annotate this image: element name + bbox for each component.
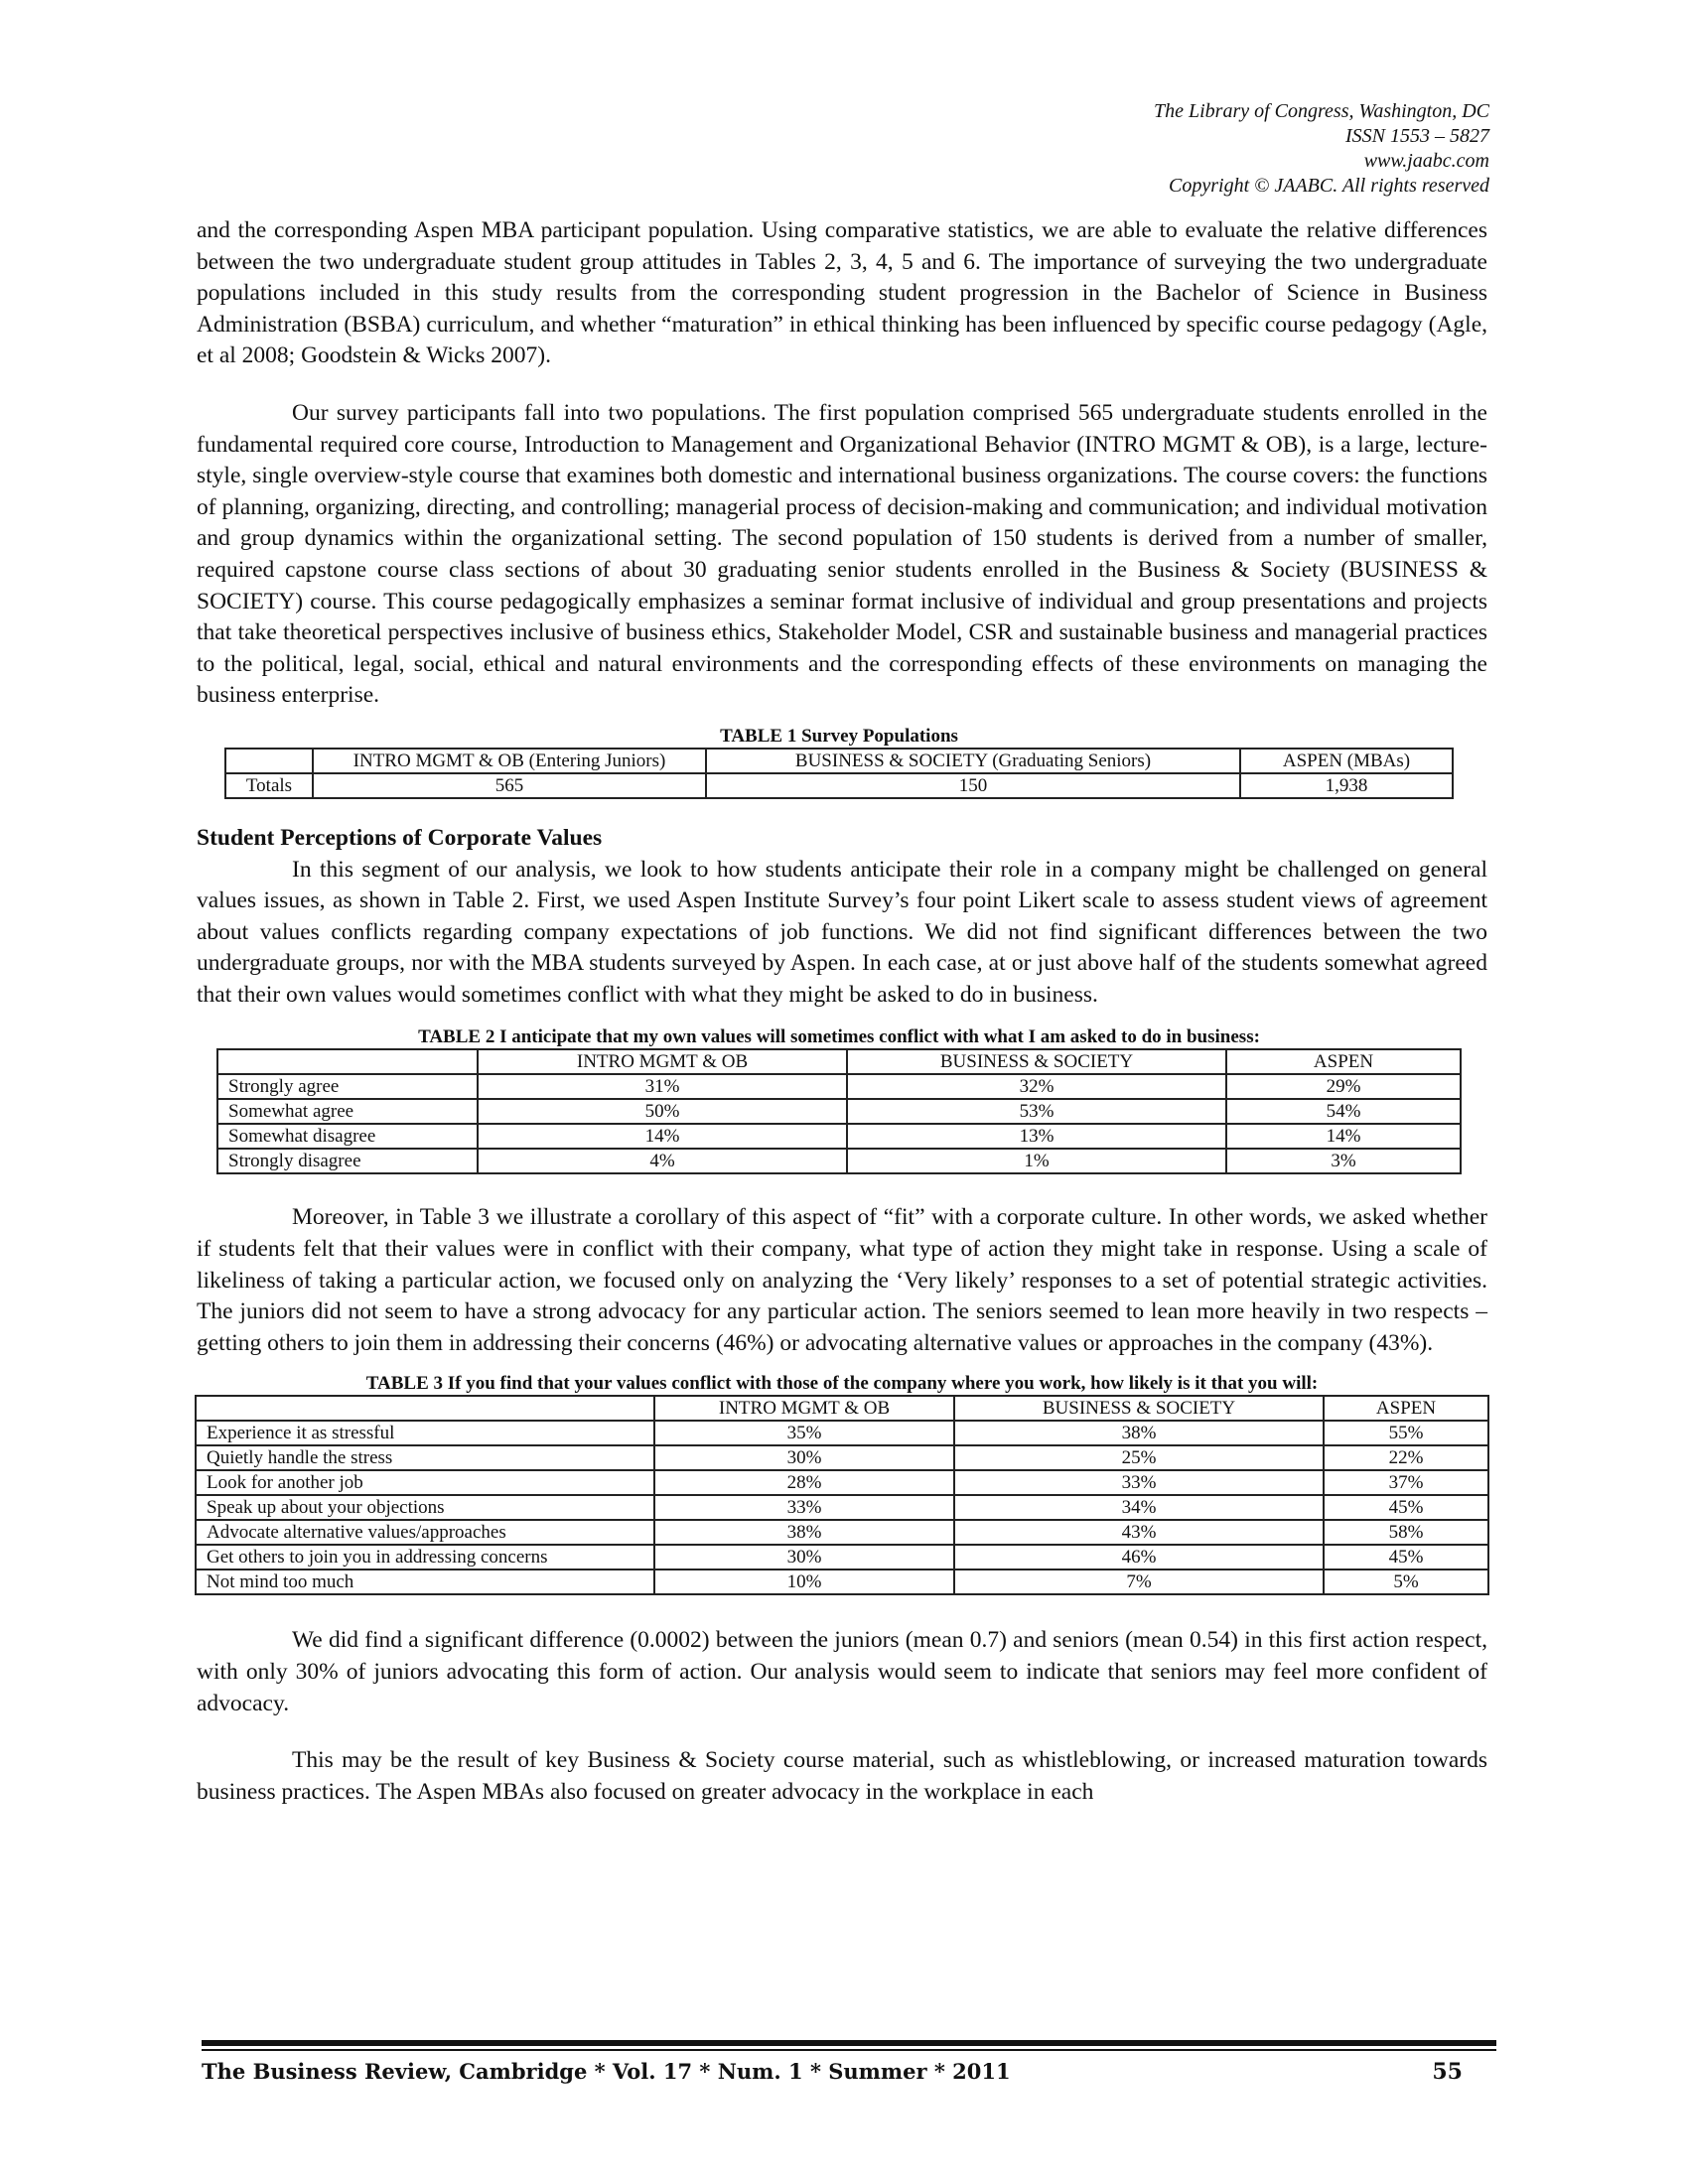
table-cell: 33%	[954, 1470, 1324, 1495]
paragraph-6: This may be the result of key Business & Society course material, such as whistleblowing, or increased maturation towards business practices. The Aspen MBAs also focused on greater advocacy in the workplace in each	[197, 1747, 1487, 1805]
table-cell: Strongly agree	[217, 1074, 478, 1099]
table-cell: ASPEN (MBAs)	[1240, 749, 1453, 773]
table-cell: 565	[313, 773, 706, 798]
table-cell: 22%	[1324, 1445, 1488, 1470]
header-website: www.jaabc.com	[1363, 150, 1489, 172]
table-row	[196, 1545, 1488, 1570]
footer-journal: The Business Review, Cambridge * Vol. 17 * Num. 1 * Summer * 2011	[202, 2059, 1011, 2084]
table-3	[195, 1373, 1487, 1595]
table-row	[196, 1520, 1488, 1545]
table-row	[196, 1445, 1488, 1470]
table-cell: Totals	[225, 773, 313, 798]
table-cell: Speak up about your objections	[196, 1495, 654, 1520]
table-cell: Not mind too much	[196, 1570, 654, 1594]
section-heading: Student Perceptions of Corporate Values	[197, 824, 603, 851]
table-cell: Strongly disagree	[217, 1149, 478, 1173]
table-row	[196, 1421, 1488, 1445]
table-cell: 7%	[954, 1570, 1324, 1594]
table-row	[196, 1396, 1488, 1421]
table-cell: 150	[706, 773, 1240, 798]
table-cell: 14%	[1226, 1124, 1461, 1149]
paragraph-4: Moreover, in Table 3 we illustrate a corollary of this aspect of “fit” with a corporate culture. In other words, we asked whether if students felt that their values were in conflict with their company, what type of action they might take in response. Using a scale of likeliness of taking a particular action, we focused only on analyzing the ‘Very likely’ responses to a set of potential strategic activities. The juniors did not seem to have a strong advocacy for any particular action. The seniors seemed to lean more heavily in two respects – getting others to join them in addressing their concerns (46%) or advocating alternative values or approaches in the company (43%).	[197, 1204, 1487, 1356]
table-row	[217, 1149, 1461, 1173]
table-cell: 54%	[1226, 1099, 1461, 1124]
table-2-caption: TABLE 2 I anticipate that my own values will sometimes conflict with what I am asked to do in business:	[418, 1026, 1260, 1048]
table-cell: 45%	[1324, 1495, 1488, 1520]
table-cell: INTRO MGMT & OB	[478, 1049, 847, 1074]
paragraph-1: and the corresponding Aspen MBA participant population. Using comparative statistics, we are able to evaluate the relative differences between the two undergraduate student group attitudes in Tables 2, 3, 4, 5 and 6. The importance of surveying the two undergraduate populations included in this study results from the corresponding student progression in the Bachelor of Science in Business Administration (BSBA) curriculum, and whether “maturation” in ethical thinking has been influenced by specific course pedagogy (Agle, et al 2008; Goodstein & Wicks 2007).	[197, 217, 1487, 369]
table-cell: 34%	[954, 1495, 1324, 1520]
table-cell: 32%	[847, 1074, 1226, 1099]
footer-rule-thin	[202, 2049, 1496, 2051]
table-1-grid	[224, 748, 1454, 799]
table-cell: 3%	[1226, 1149, 1461, 1173]
table-cell: INTRO MGMT & OB	[654, 1396, 954, 1421]
table-cell: INTRO MGMT & OB (Entering Juniors)	[313, 749, 706, 773]
table-cell: 45%	[1324, 1545, 1488, 1570]
paragraph-5: We did find a significant difference (0.0002) between the juniors (mean 0.7) and seniors (mean 0.54) in this first action respect, with only 30% of juniors advocating this form of action. Our analysis would seem to indicate that seniors may feel more confident of advocacy.	[197, 1627, 1487, 1716]
table-cell: 25%	[954, 1445, 1324, 1470]
table-cell: Somewhat disagree	[217, 1124, 478, 1149]
paragraph-2: Our survey participants fall into two populations. The first population comprised 565 undergraduate students enrolled in the fundamental required core course, Introduction to Management and Organizational Behavior (INTRO MGMT & OB), is a large, lecture-style, single overview-style course that examines both domestic and international business organizations. The course covers: the functions of planning, organizing, directing, and controlling; managerial process of decision-making and communication; and individual motivation and group dynamics within the organizational setting. The second population of 150 students is derived from a number of smaller, required capstone course class sections of about 30 graduating senior students enrolled in the Business & Society (BUSINESS & SOCIETY) course. This course pedagogically emphasizes a seminar format inclusive of individual and group presentations and projects that take theoretical perspectives inclusive of business ethics, Stakeholder Model, CSR and sustainable business and managerial practices to the political, legal, social, ethical and natural environments and the corresponding effects of these environments on managing the business enterprise.	[197, 399, 1487, 709]
table-cell: Get others to join you in addressing concerns	[196, 1545, 654, 1570]
table-cell: 14%	[478, 1124, 847, 1149]
table-row	[196, 1470, 1488, 1495]
table-cell: 38%	[654, 1520, 954, 1545]
table-cell: ASPEN	[1324, 1396, 1488, 1421]
table-cell: 58%	[1324, 1520, 1488, 1545]
table-cell: 50%	[478, 1099, 847, 1124]
table-cell: 10%	[654, 1570, 954, 1594]
table-row	[217, 1099, 1461, 1124]
table-cell: 1%	[847, 1149, 1226, 1173]
header-issn: ISSN 1553 – 5827	[1345, 125, 1489, 147]
table-cell: 55%	[1324, 1421, 1488, 1445]
table-cell: 31%	[478, 1074, 847, 1099]
table-cell: Look for another job	[196, 1470, 654, 1495]
page-body	[197, 215, 1487, 1808]
table-cell: BUSINESS & SOCIETY	[847, 1049, 1226, 1074]
footer-rule-thick	[202, 2040, 1496, 2046]
table-1	[224, 726, 1487, 799]
paragraph-3: In this segment of our analysis, we look to how students anticipate their role in a company might be challenged on general values issues, as shown in Table 2. First, we used Aspen Institute Survey’s four point Likert scale to assess student views of agreement about values conflicts regarding company expectations of job functions. We did not find significant differences between the two undergraduate groups, nor with the MBA students surveyed by Aspen. In each case, at or just above half of the students somewhat agreed that their own values would sometimes conflict with what they might be asked to do in business.	[197, 856, 1487, 1008]
table-cell: ASPEN	[1226, 1049, 1461, 1074]
table-row	[217, 1124, 1461, 1149]
table-cell: Somewhat agree	[217, 1099, 478, 1124]
table-cell: 5%	[1324, 1570, 1488, 1594]
table-cell: 28%	[654, 1470, 954, 1495]
table-cell: 13%	[847, 1124, 1226, 1149]
table-cell: 46%	[954, 1545, 1324, 1570]
table-cell: 30%	[654, 1545, 954, 1570]
table-2	[216, 1026, 1487, 1174]
table-cell: BUSINESS & SOCIETY	[954, 1396, 1324, 1421]
table-row	[225, 749, 1453, 773]
table-cell: 43%	[954, 1520, 1324, 1545]
header-copyright: Copyright © JAABC. All rights reserved	[1169, 175, 1489, 197]
table-row	[196, 1570, 1488, 1594]
table-cell: 53%	[847, 1099, 1226, 1124]
table-row	[217, 1074, 1461, 1099]
table-3-grid	[195, 1395, 1489, 1595]
table-cell: 35%	[654, 1421, 954, 1445]
table-3-caption: TABLE 3 If you find that your values conflict with those of the company where you work, how likely is it that you will:	[365, 1373, 1319, 1395]
table-2-grid	[216, 1048, 1462, 1174]
table-cell: Quietly handle the stress	[196, 1445, 654, 1470]
page-number: 55	[1432, 2059, 1463, 2085]
table-row	[217, 1049, 1461, 1074]
running-footer	[202, 2059, 1463, 2084]
table-1-caption: TABLE 1 Survey Populations	[720, 725, 958, 747]
table-row	[196, 1495, 1488, 1520]
table-cell: 29%	[1226, 1074, 1461, 1099]
table-cell: 4%	[478, 1149, 847, 1173]
table-cell: Advocate alternative values/approaches	[196, 1520, 654, 1545]
table-cell: BUSINESS & SOCIETY (Graduating Seniors)	[706, 749, 1240, 773]
table-cell: 38%	[954, 1421, 1324, 1445]
header-library: The Library of Congress, Washington, DC	[1153, 100, 1489, 122]
table-cell	[196, 1396, 654, 1421]
table-cell: 37%	[1324, 1470, 1488, 1495]
table-cell: 1,938	[1240, 773, 1453, 798]
table-cell	[217, 1049, 478, 1074]
table-cell: 30%	[654, 1445, 954, 1470]
table-cell: 33%	[654, 1495, 954, 1520]
table-cell: Experience it as stressful	[196, 1421, 654, 1445]
running-header	[1154, 99, 1489, 199]
table-cell	[225, 749, 313, 773]
table-row	[225, 773, 1453, 798]
